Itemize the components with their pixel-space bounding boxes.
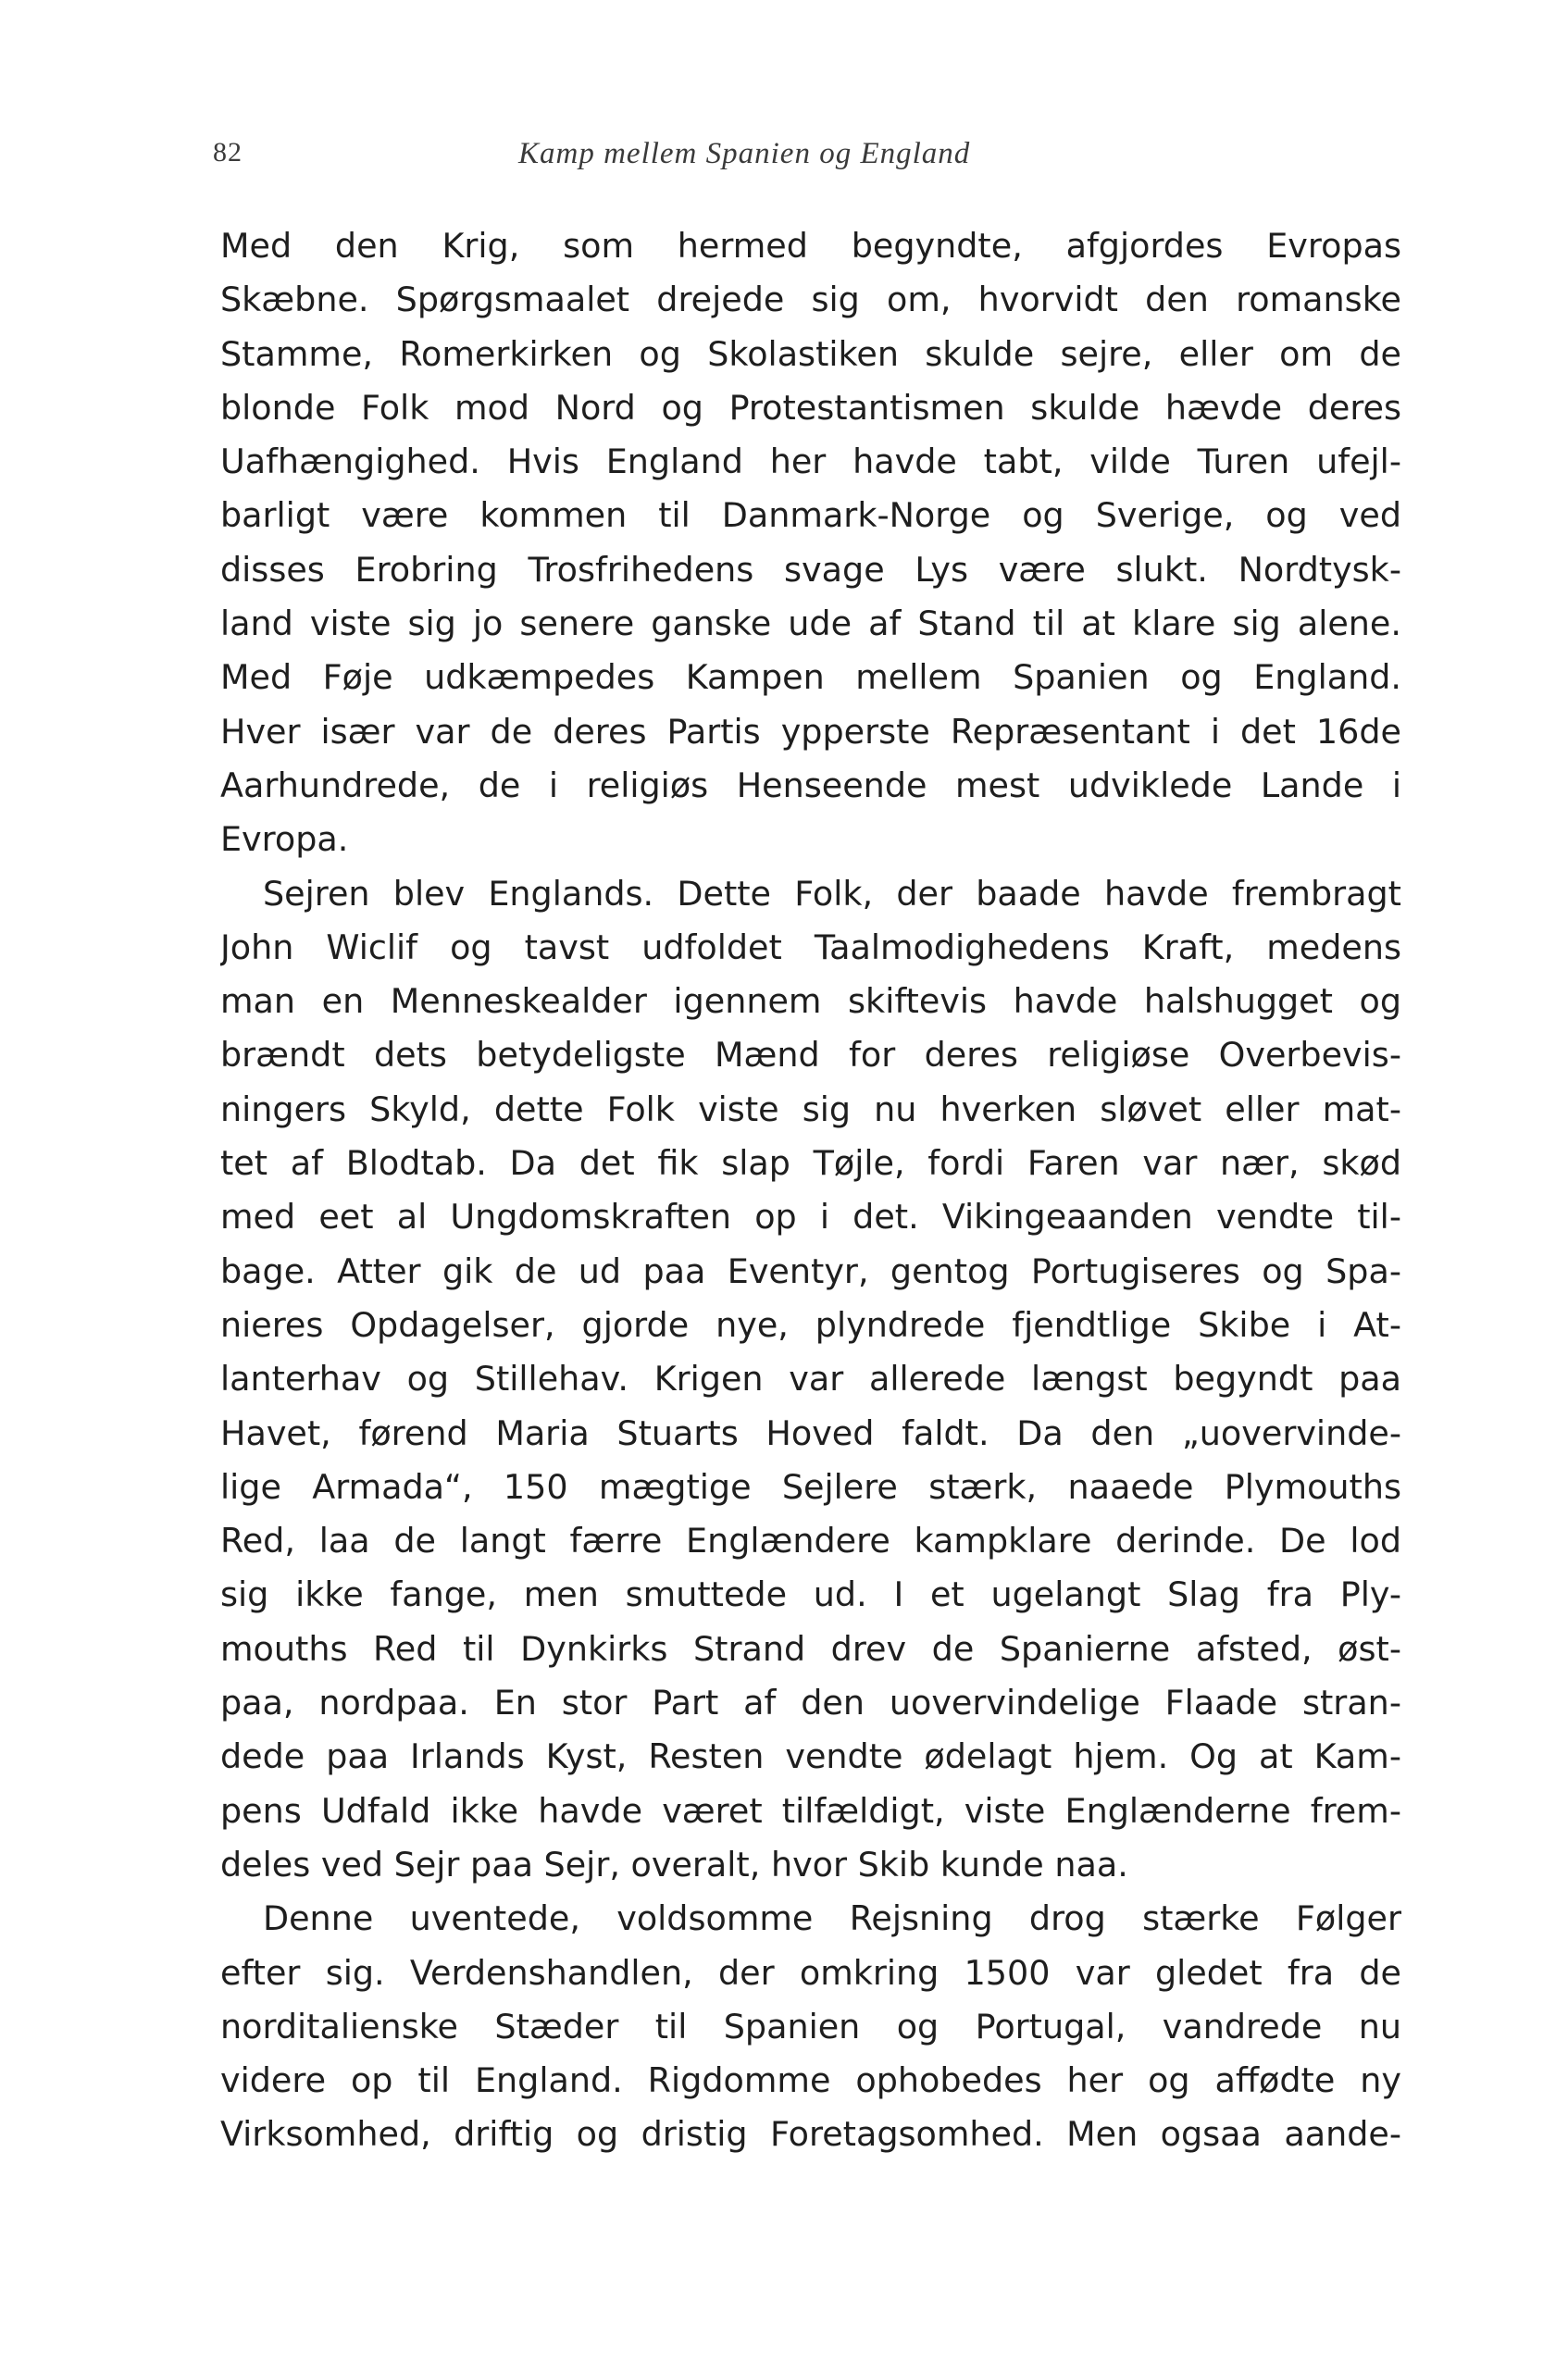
text-line: John Wiclif og tavst udfoldet Taalmodighedens Kraft, medens xyxy=(220,927,1401,967)
body-text xyxy=(220,219,1401,2162)
text-line: lige Armada“, 150 mægtige Sejlere stærk, naaede Plymouths xyxy=(220,1466,1401,1507)
text-line: disses Erobring Trosfrihedens svage Lys være slukt. Nordtysk- xyxy=(220,549,1401,590)
text-line: Hver især var de deres Partis ypperste Repræsentant i det 16de xyxy=(220,711,1401,752)
text-line: norditalienske Stæder til Spanien og Portugal, vandrede nu xyxy=(220,2006,1401,2046)
text-line: nieres Opdagelser, gjorde nye, plyndrede fjendtlige Skibe i At- xyxy=(220,1304,1401,1345)
text-line: dede paa Irlands Kyst, Resten vendte ødelagt hjem. Og at Kam- xyxy=(220,1736,1401,1777)
text-line: ningers Skyld, dette Folk viste sig nu hverken sløvet eller mat- xyxy=(220,1088,1401,1129)
text-line: efter sig. Verdenshandlen, der omkring 1500 var gledet fra de xyxy=(220,1952,1401,1993)
text-line: land viste sig jo senere ganske ude af Stand til at klare sig alene. xyxy=(220,603,1401,644)
text-line: Virksomhed, driftig og dristig Foretagsomhed. Men ogsaa aande- xyxy=(220,2114,1401,2155)
text-line: blonde Folk mod Nord og Protestantismen skulde hævde deres xyxy=(220,387,1401,428)
text-line: brændt dets betydeligste Mænd for deres religiøse Overbevis- xyxy=(220,1035,1401,1076)
text-line: Med den Krig, som hermed begyndte, afgjordes Evropas xyxy=(220,226,1401,266)
page-number: 82 xyxy=(213,137,243,168)
text-line: barligt være kommen til Danmark-Norge og Sverige, og ved xyxy=(220,495,1401,536)
text-line: Red, laa de langt færre Englændere kampklare derinde. De lod xyxy=(220,1521,1401,1561)
text-line: med eet al Ungdomskraften op i det. Vikingeaanden vendte til- xyxy=(220,1197,1401,1238)
text-line: paa, nordpaa. En stor Part af den uovervindelige Flaade stran- xyxy=(220,1683,1401,1723)
text-line: man en Menneskealder igennem skiftevis havde halshugget og xyxy=(220,981,1401,1022)
text-line: lanterhav og Stillehav. Krigen var allerede længst begyndt paa xyxy=(220,1359,1401,1399)
text-line: deles ved Sejr paa Sejr, overalt, hvor Skib kunde naa. xyxy=(220,1844,1128,1885)
text-line: Evropa. xyxy=(220,819,349,860)
running-head xyxy=(213,137,1425,183)
text-line: mouths Red til Dynkirks Strand drev de Spanierne afsted, øst- xyxy=(220,1628,1401,1669)
text-line: bage. Atter gik de ud paa Eventyr, gentog Portugiseres og Spa- xyxy=(220,1250,1401,1291)
text-line: Skæbne. Spørgsmaalet drejede sig om, hvorvidt den romanske xyxy=(220,280,1401,320)
running-title: Kamp mellem Spanien og England xyxy=(518,137,971,170)
text-line: Havet, førend Maria Stuarts Hoved faldt. Da den „uovervinde- xyxy=(220,1412,1401,1453)
text-line: Uafhængighed. Hvis England her havde tabt, vilde Turen ufejl- xyxy=(220,442,1401,482)
text-line: Stamme, Romerkirken og Skolastiken skulde sejre, eller om de xyxy=(220,333,1401,374)
text-line: Aarhundrede, de i religiøs Henseende mest udviklede Lande i xyxy=(220,765,1401,805)
text-line: videre op til England. Rigdomme ophobedes her og affødte ny xyxy=(220,2060,1401,2101)
text-line: tet af Blodtab. Da det fik slap Tøjle, fordi Faren var nær, skød xyxy=(220,1143,1401,1184)
text-line: Denne uventede, voldsomme Rejsning drog stærke Følger xyxy=(263,1898,1401,1939)
text-line: Sejren blev Englands. Dette Folk, der baade havde frembragt xyxy=(263,873,1401,914)
text-line: sig ikke fange, men smuttede ud. I et ugelangt Slag fra Ply- xyxy=(220,1574,1401,1615)
text-line: pens Udfald ikke havde været tilfældigt, viste Englænderne frem- xyxy=(220,1790,1401,1831)
text-line: Med Føje udkæmpedes Kampen mellem Spanien og England. xyxy=(220,657,1401,698)
